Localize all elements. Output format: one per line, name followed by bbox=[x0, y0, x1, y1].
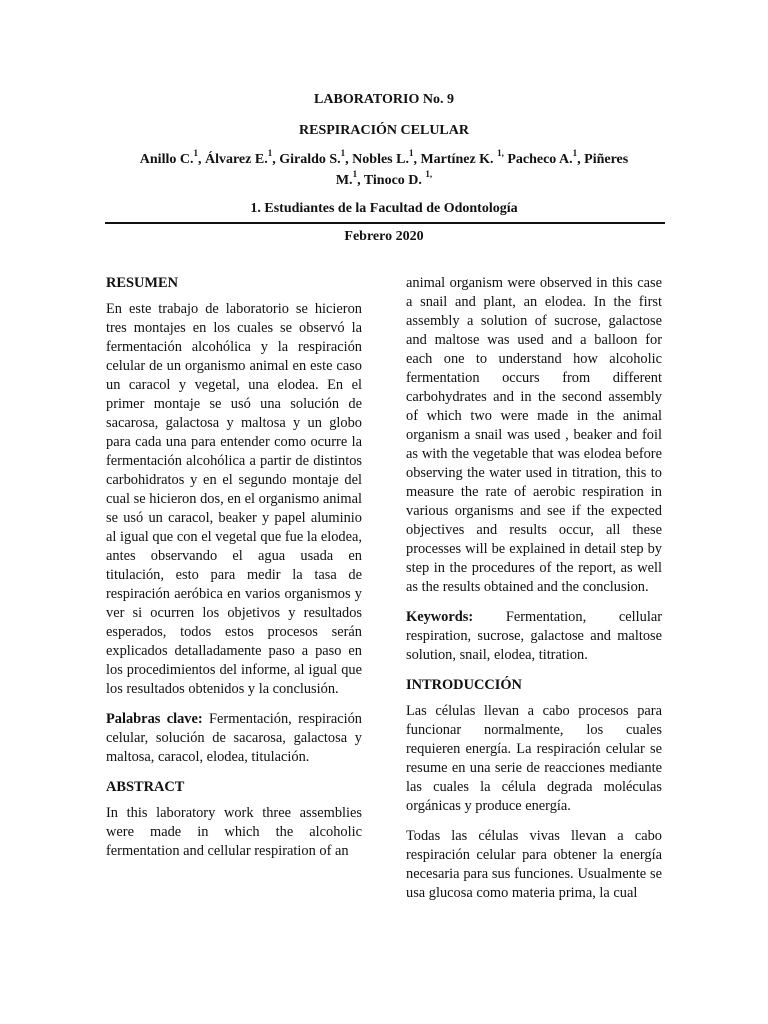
introduccion-paragraph-1: Las células llevan a cabo procesos para funcionar normalmente, los cuales requieren energía. La respiración celular se resume en una serie de reacciones mediante las cuales la célula degrada moléculas orgánicas y produce energía. bbox=[406, 703, 662, 814]
resumen-paragraph: En este trabajo de laboratorio se hicieron tres montajes en los cuales se observó la fermentación alcohólica y la respiración celular de un organismo animal en este caso un caracol y vegetal, una elodea. En el primer montaje se usó una solución de sacarosa, galactosa y maltosa y un globo para cada una para entender como ocurre la fermentación alcohólica a partir de distintos carbohidratos y en el segundo montaje del cual se hicieron dos, en el organismo animal se usó un caracol, beaker y papel aluminio al igual que con el vegetal que fue la elodea, antes observando el agua usada en titulación, esto para medir la tasa de respiración aeróbica en varios organismos y ver si ocurren los objetivos y resultados esperados, todos estos procesos serán explicados detalladamente paso a paso en los procedimientos del informe, al igual que los resultados obtenidos y la conclusión. bbox=[106, 301, 362, 697]
authors-line-1: Anillo C.$^1$, Álvarez E.$^1$, Giraldo S.$^1$, Nobles L.$^1$, Martínez K. $^{1,}$ Pacheco A.$^1$, Piñeres bbox=[139, 148, 629, 167]
palabras-clave-paragraph bbox=[106, 710, 362, 767]
resumen-heading: RESUMEN bbox=[106, 275, 178, 291]
date: Febrero 2020 bbox=[344, 229, 424, 244]
author-name: Martínez K. bbox=[420, 152, 498, 167]
affiliation-marker: 1 bbox=[340, 148, 346, 159]
author-name: Nobles L. bbox=[352, 152, 409, 167]
author-name: Giraldo S. bbox=[279, 152, 341, 167]
affiliation-marker: 1 bbox=[352, 169, 358, 180]
affiliation-marker: 1, bbox=[497, 148, 504, 159]
palabras-clave-label: Palabras clave: bbox=[106, 711, 203, 727]
author-name: Piñeres bbox=[584, 152, 629, 167]
keywords-label: Keywords: bbox=[406, 609, 474, 625]
affiliation-marker: 1 bbox=[267, 148, 273, 159]
authors-line-2: M.$^1$, Tinoco D. $^{1,}$ bbox=[335, 169, 433, 188]
left-column bbox=[106, 274, 362, 861]
abstract-heading: ABSTRACT bbox=[106, 779, 185, 795]
introduccion-paragraph-2: Todas las células vivas llevan a cabo respiración celular para obtener la energía necesaria para sus funciones. Usualmente se usa glucosa como materia prima, la cual bbox=[406, 828, 662, 901]
keywords-text: Fermentation, cellular respiration, sucrose, galactose and maltose solution, snail, elodea, titration. bbox=[406, 609, 662, 663]
header-divider bbox=[105, 222, 665, 224]
author-name: Álvarez E. bbox=[204, 152, 268, 167]
right-column bbox=[406, 274, 662, 903]
author-name: Tinoco D. bbox=[363, 173, 426, 188]
keywords-paragraph bbox=[406, 608, 662, 665]
lab-title: LABORATORIO No. 9 bbox=[314, 92, 454, 107]
affiliation-marker: 1 bbox=[408, 148, 414, 159]
abstract-paragraph-continued: animal organism were observed in this case a snail and plant, an elodea. In the first assembly a solution of sucrose, galactose and maltose was used and a balloon for each one to understand how alcoholic fermentation occurs from different carbohydrates and in the second assembly of which two were made in the animal organism a snail was used , beaker and foil as with the vegetable that was elodea before observing the water used in titration, this to measure the rate of aerobic respiration in various organisms and see if the expected objectives and results occur, all these processes will be explained in detail step by step in the procedures of the report, as well as the results obtained and the conclusion. bbox=[406, 275, 662, 595]
paper-title: RESPIRACIÓN CELULAR bbox=[299, 123, 469, 138]
author-name: Anillo C. bbox=[139, 152, 194, 167]
affiliation-marker: 1 bbox=[572, 148, 578, 159]
palabras-clave-text: Fermentación, respiración celular, solución de sacarosa, galactosa y maltosa, caracol, elodea, titulación. bbox=[106, 711, 363, 765]
affiliation: 1. Estudiantes de la Facultad de Odontología bbox=[250, 201, 518, 216]
introduccion-heading: INTRODUCCIÓN bbox=[406, 677, 522, 693]
affiliation-marker: 1, bbox=[425, 169, 433, 180]
abstract-paragraph-start: In this laboratory work three assemblies were made in which the alcoholic fermentation and cellular respiration of an bbox=[106, 805, 362, 859]
author-name: Pacheco A. bbox=[507, 152, 573, 167]
affiliation-marker: 1 bbox=[193, 148, 198, 159]
author-name: M. bbox=[335, 173, 353, 188]
